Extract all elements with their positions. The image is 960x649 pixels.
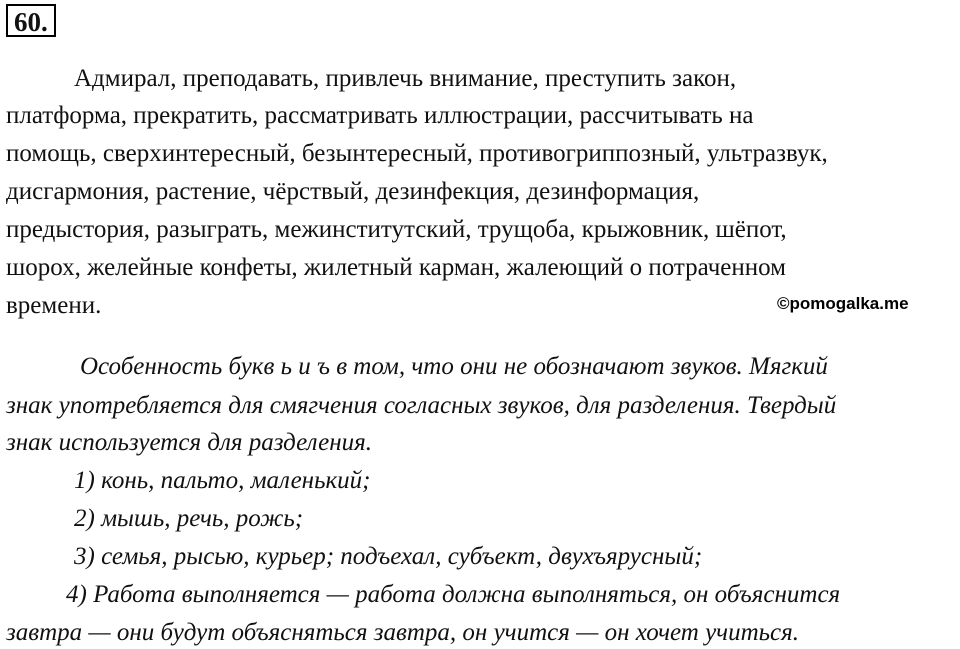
- watermark: ©pomogalka.me: [777, 294, 909, 313]
- exercise-line: платформа, прекратить, рассматривать иллюстрации, рассчитывать на: [6, 102, 754, 129]
- exercise-line: дисгармония, растение, чёрствый, дезинфекция, дезинформация,: [6, 178, 700, 205]
- answer-list-item: 1) конь, пальто, маленький;: [74, 467, 371, 494]
- answer-line: завтра — они будут объясняться завтра, он учится — он хочет учиться.: [6, 619, 799, 646]
- answer-line: знак используется для разделения.: [6, 429, 372, 456]
- answer-list-item: 2) мышь, речь, рожь;: [74, 505, 304, 532]
- exercise-line: шорох, желейные конфеты, жилетный карман, жалеющий о потраченном: [6, 254, 786, 281]
- answer-list-item: 4) Работа выполняется — работа должна выполняться, он объяснится: [66, 581, 841, 608]
- answer-line: знак употребляется для смягчения согласных звуков, для разделения. Твердый: [6, 392, 837, 419]
- exercise-line: предыстория, разыграть, межинститутский, трущоба, крыжовник, шёпот,: [6, 216, 787, 243]
- exercise-line: времени.: [6, 292, 102, 319]
- answer-line: Особенность букв ь и ъ в том, что они не обозначают звуков. Мягкий: [80, 353, 828, 380]
- task-number-badge: 60.: [6, 4, 56, 37]
- answer-list-item: 3) семья, рысью, курьер; подъехал, субъект, двухъярусный;: [74, 543, 703, 570]
- exercise-line: помощь, сверхинтересный, безынтересный, противогриппозный, ультразвук,: [6, 140, 828, 167]
- exercise-line: Адмирал, преподавать, привлечь внимание, преступить закон,: [74, 65, 737, 92]
